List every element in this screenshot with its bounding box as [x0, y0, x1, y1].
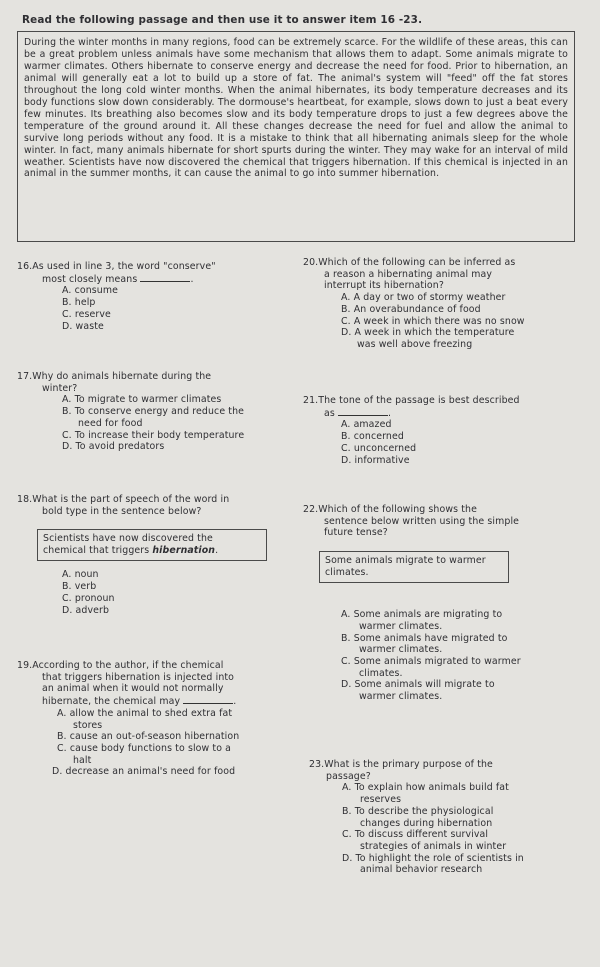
question-17 — [17, 371, 297, 453]
q22-option-d-line1: D. Some animals will migrate to — [341, 679, 495, 691]
q19-stem-line4: hibernate, the chemical may — [42, 696, 181, 708]
q17-stem-line2: winter? — [42, 382, 78, 394]
q22-stem-line1: 22.Which of the following shows the — [303, 504, 477, 515]
q20-stem-line1: 20.Which of the following can be inferred as — [303, 257, 516, 268]
q18-bold-word: hibernation — [152, 545, 216, 557]
q23-option-b-line2: changes during hibernation — [360, 817, 493, 829]
q18-box-line2: chemical that triggers — [43, 545, 153, 557]
q18-box-line1: Scientists have now discovered the — [43, 533, 213, 545]
q23-stem-line2: passage? — [326, 770, 371, 782]
q21-stem-period: . — [387, 407, 392, 419]
q22-option-c[interactable] — [303, 656, 593, 679]
q19-option-d[interactable]: D. decrease an animal's need for food — [52, 766, 236, 778]
q22-option-c-line1: C. Some animals migrated to warmer — [341, 655, 521, 667]
q22-option-a[interactable] — [303, 609, 593, 632]
q21-option-a[interactable]: A. amazed — [341, 419, 392, 431]
q23-option-d[interactable] — [309, 853, 594, 876]
question-20 — [303, 257, 593, 351]
q22-option-a-line1: A. Some animals are migrating to — [341, 609, 503, 621]
instructions-heading: Read the following passage and then use it to answer item 16 -23. — [22, 14, 423, 26]
q16-option-c[interactable]: C. reserve — [62, 308, 111, 320]
q22-option-b-line1: B. Some animals have migrated to — [341, 632, 508, 644]
q22-option-c-line2: climates. — [359, 667, 403, 679]
q18-option-a[interactable]: A. noun — [62, 569, 99, 581]
q19-stem-line3: an animal when it would not normally — [42, 683, 224, 695]
q18-stem-line2: bold type in the sentence below? — [42, 505, 202, 517]
q22-option-b[interactable] — [303, 633, 593, 656]
q19-option-a[interactable] — [17, 708, 297, 731]
q21-option-d[interactable]: D. informative — [341, 454, 410, 466]
q23-option-c-line2: strategies of animals in winter — [360, 840, 507, 852]
q21-stem-line2: as — [324, 407, 335, 419]
q20-option-a[interactable]: A. A day or two of stormy weather — [341, 292, 506, 304]
q17-option-b-line2: need for food — [78, 417, 143, 429]
q23-option-a-line1: A. To explain how animals build fat — [342, 782, 509, 794]
q18-stem-line1: 18.What is the part of speech of the word in — [17, 494, 230, 505]
question-18 — [17, 494, 287, 616]
q19-stem-line1: 19.According to the author, if the chemical — [17, 660, 224, 671]
q19-option-a-line1: A. allow the animal to shed extra fat — [57, 707, 233, 719]
q18-sentence-box — [37, 529, 267, 561]
reading-passage: During the winter months in many regions, food can be extremely scarce. For the wildlife of these areas, this can be a great problem unless animals have some mechanism that allows them to adapt. Some animals migrate to warmer climates. Others hibernate to conserve energy and decrease the need for food. Prior to hibernation, an animal will generally eat a lot to build up a store of fat. The animal's system will "feed" off the fat stores throughout the long cold winter months. When the animal hibernates, its body temperature decreases and its body functions slow down considerably. The dormouse's heartbeat, for example, slows down to just a beat every few minutes. Its breathing also becomes slow and its body temperature drops to just a few degrees above the temperature of the ground around it. All these changes decrease the need for fuel and allow the animal to survive long periods without any food. It is a mistake to think that all hibernating animals sleep for the whole winter. In fact, many animals hibernate for short spurts during the winter. They may wake for an interval of mild weather. Scientists have now discovered the chemical that triggers hibernation. If this chemical is injected in an animal in the summer months, it can cause the animal to go into summer hibernation. — [17, 31, 575, 242]
q20-stem-line2: a reason a hibernating animal may — [324, 268, 493, 280]
q20-option-d-line1: D. A week in which the temperature — [341, 327, 515, 339]
q17-option-c[interactable]: C. To increase their body temperature — [62, 429, 245, 441]
q22-box-line1: Some animals migrate to warmer — [325, 555, 486, 567]
q23-option-b-line1: B. To describe the physiological — [342, 805, 494, 817]
q22-stem-line2: sentence below written using the simple — [324, 515, 520, 527]
q17-option-b[interactable] — [17, 406, 297, 429]
question-16 — [17, 261, 287, 332]
q23-option-c-line1: C. To discuss different survival — [342, 829, 489, 841]
question-22 — [303, 504, 593, 703]
q20-option-c[interactable]: C. A week in which there was no snow — [341, 315, 525, 327]
q23-stem-line1: 23.What is the primary purpose of the — [309, 759, 493, 770]
q23-option-a-line2: reserves — [360, 794, 402, 806]
q16-option-b[interactable]: B. help — [62, 297, 96, 309]
answer-blank — [140, 273, 190, 282]
q22-stem-line3: future tense? — [324, 527, 388, 539]
q19-option-c-line2: halt — [73, 754, 92, 766]
answer-blank — [183, 695, 233, 704]
q20-option-d-line2: was well above freezing — [357, 338, 473, 350]
q22-option-d-line2: warmer climates. — [359, 691, 443, 703]
q18-option-b[interactable]: B. verb — [62, 581, 97, 593]
q16-stem-line1: 16.As used in line 3, the word "conserve" — [17, 261, 216, 272]
q17-stem-line1: 17.Why do animals hibernate during the — [17, 371, 212, 382]
q16-option-d[interactable]: D. waste — [62, 320, 104, 332]
q16-stem-period: . — [190, 273, 194, 285]
q19-option-c[interactable] — [17, 743, 297, 766]
q22-option-a-line2: warmer climates. — [359, 620, 443, 632]
q21-stem-line1: 21.The tone of the passage is best described — [303, 395, 520, 406]
question-19 — [17, 660, 297, 778]
q23-option-d-line1: D. To highlight the role of scientists in — [342, 852, 524, 864]
q19-stem-line2: that triggers hibernation is injected into — [42, 671, 235, 683]
q23-option-a[interactable] — [309, 782, 594, 805]
q22-box-line2: climates. — [325, 567, 369, 579]
q22-sentence-box — [319, 551, 509, 583]
q19-option-a-line2: stores — [73, 719, 103, 731]
q22-option-d[interactable] — [303, 679, 593, 702]
q17-option-d[interactable]: D. To avoid predators — [62, 441, 165, 453]
q18-box-period: . — [215, 545, 219, 557]
answer-blank — [338, 407, 388, 416]
q23-option-c[interactable] — [309, 829, 594, 852]
q16-stem-line2: most closely means — [42, 273, 138, 285]
q20-option-b[interactable]: B. An overabundance of food — [341, 303, 481, 315]
q19-stem-period: . — [233, 696, 237, 708]
q20-option-d[interactable] — [303, 327, 593, 350]
q16-option-a[interactable]: A. consume — [62, 285, 118, 297]
q18-option-c[interactable]: C. pronoun — [62, 592, 115, 604]
question-23 — [309, 759, 594, 876]
q23-option-d-line2: animal behavior research — [360, 864, 483, 876]
q19-option-b[interactable]: B. cause an out-of-season hibernation — [57, 731, 240, 743]
q22-option-b-line2: warmer climates. — [359, 644, 443, 656]
q20-stem-line3: interrupt its hibernation? — [324, 280, 444, 292]
q19-option-c-line1: C. cause body functions to slow to a — [57, 742, 232, 754]
q17-option-a[interactable]: A. To migrate to warmer climates — [62, 394, 222, 406]
q21-option-c[interactable]: C. unconcerned — [341, 442, 417, 454]
q18-option-d[interactable]: D. adverb — [62, 604, 110, 616]
question-21 — [303, 395, 593, 466]
q23-option-b[interactable] — [309, 806, 594, 829]
q21-option-b[interactable]: B. concerned — [341, 431, 404, 443]
q17-option-b-line1: B. To conserve energy and reduce the — [62, 406, 245, 418]
